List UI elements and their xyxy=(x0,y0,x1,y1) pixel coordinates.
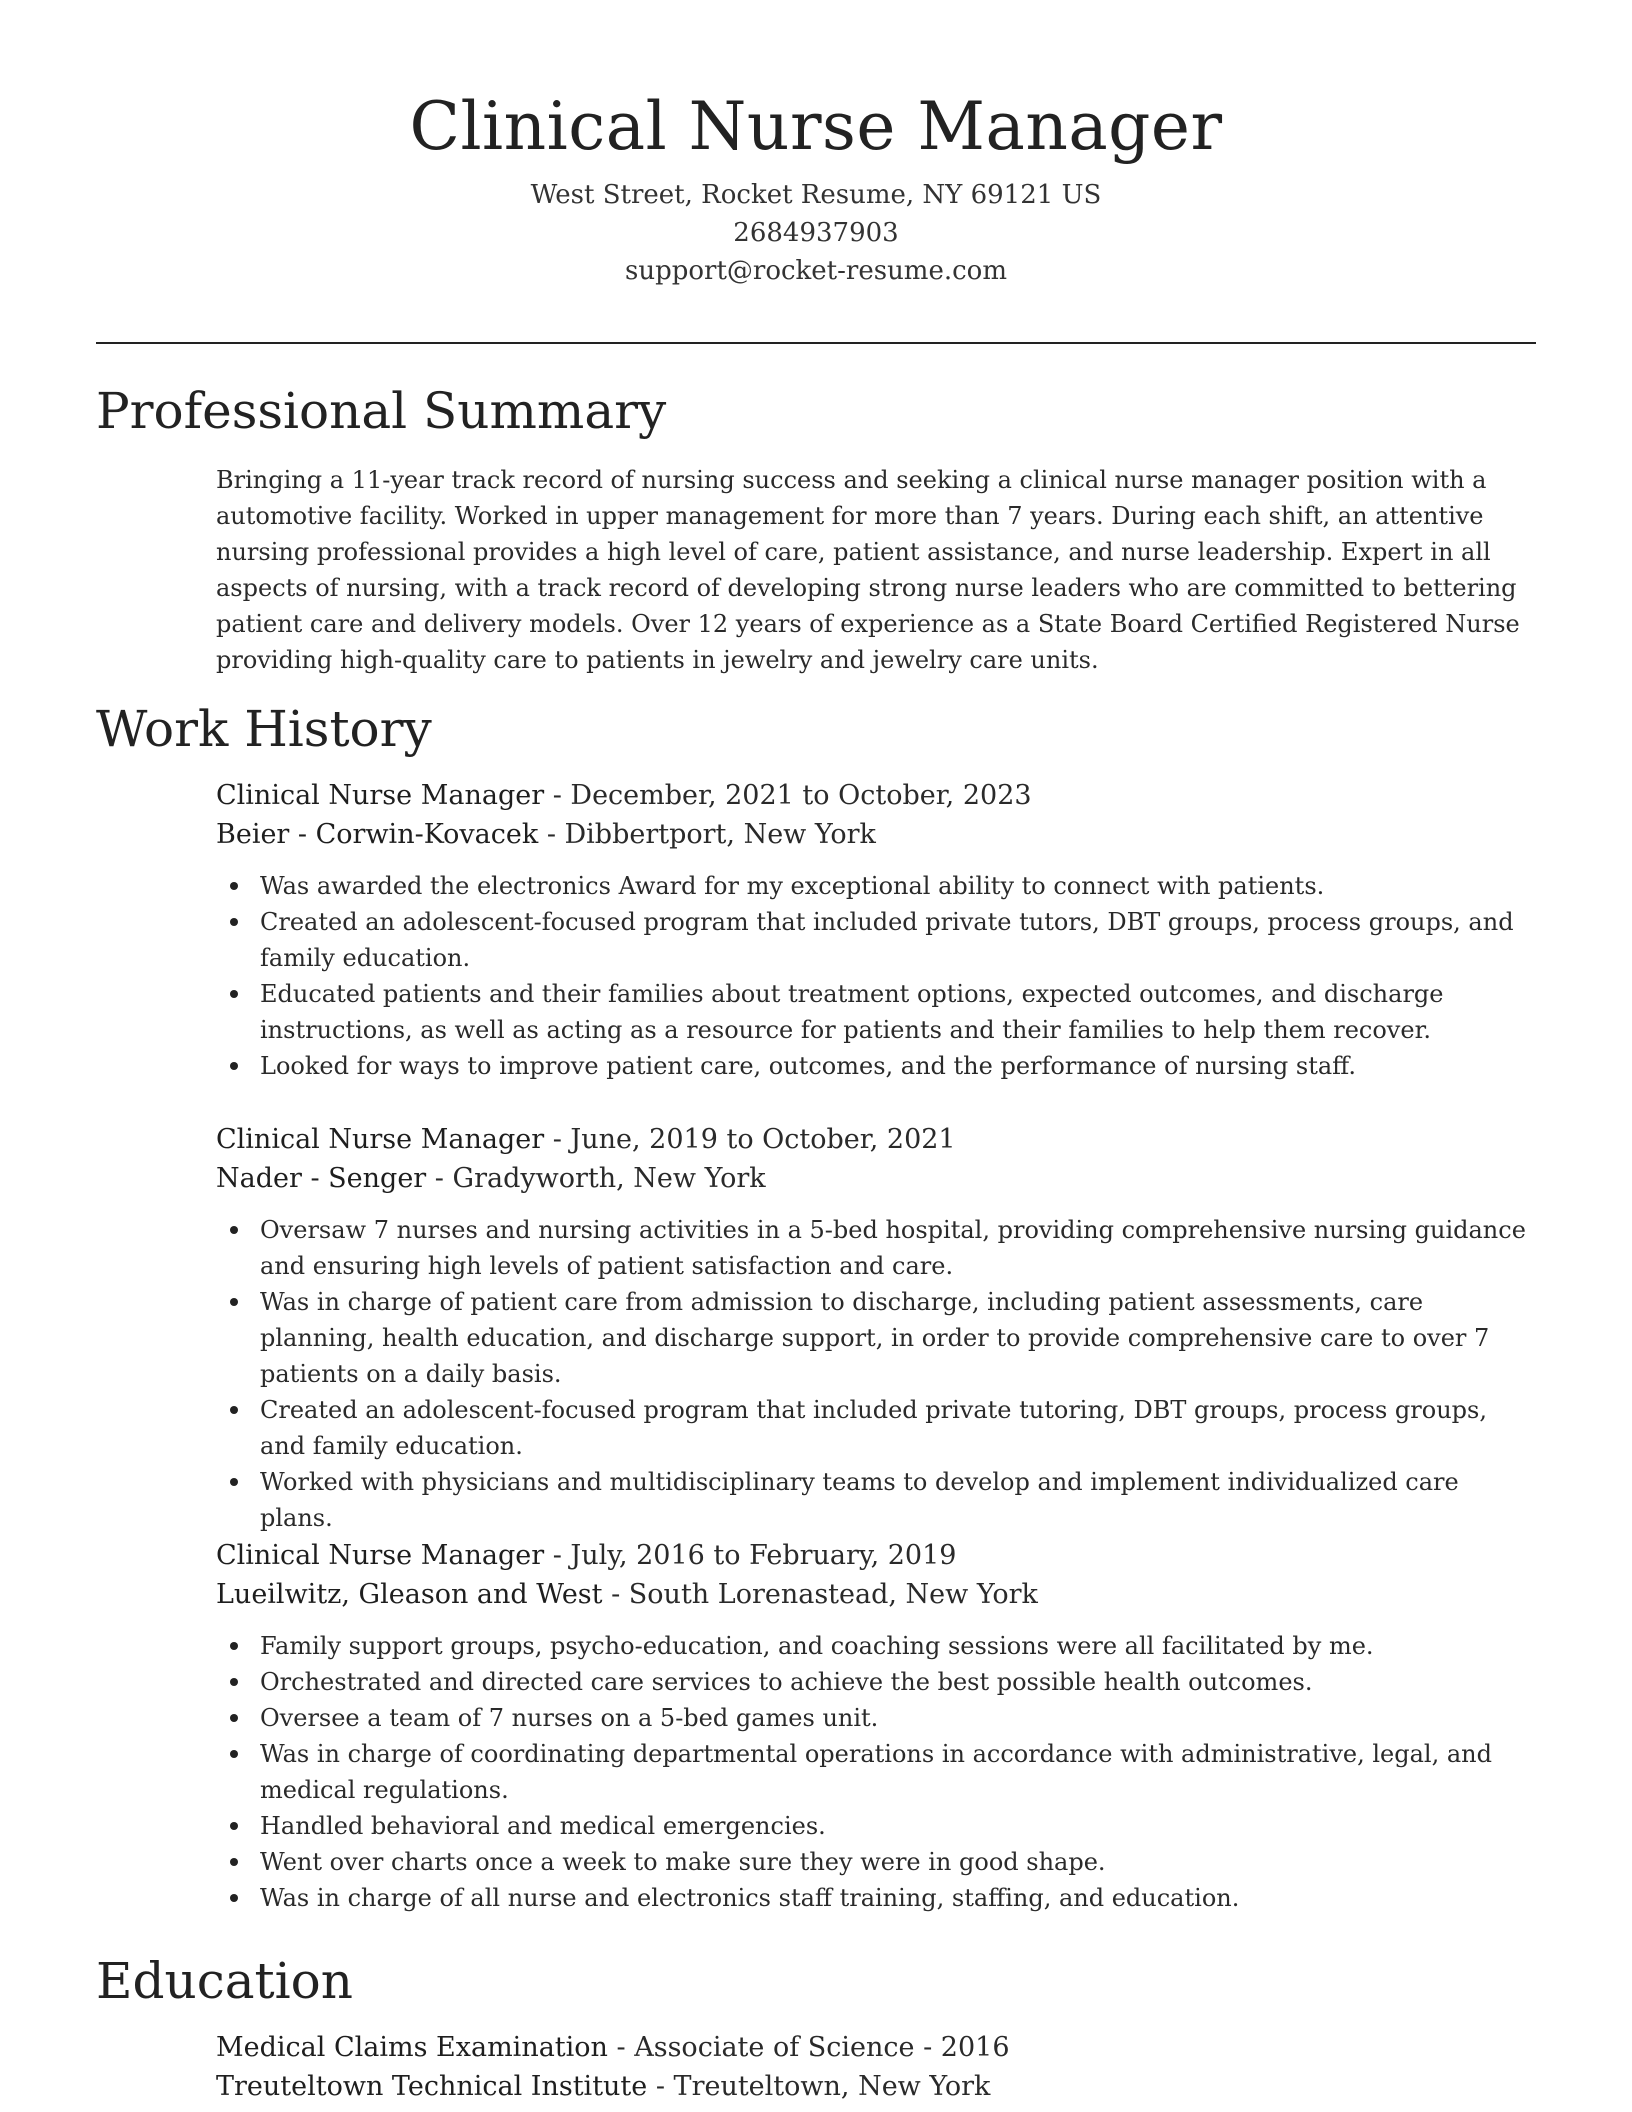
job-employer: Beier - Corwin-Kovacek xyxy=(216,819,539,850)
job-employer-line xyxy=(216,1575,1538,1614)
education-field: Medical Claims Examination xyxy=(216,2032,608,2063)
job-role: Clinical Nurse Manager xyxy=(216,1540,545,1571)
job-location: - Dibbertport, New York xyxy=(538,819,876,850)
list-item: Orchestrated and directed care services to achieve the best possible health outcomes. xyxy=(216,1664,1538,1700)
list-item: Educated patients and their families about treatment options, expected outcomes, and discharge instructions, as well as acting as a resource for patients and their families to help them recover. xyxy=(216,976,1538,1048)
bullet-icon xyxy=(230,990,238,998)
job-entry xyxy=(216,776,1538,1084)
job-dates: - July, 2016 to February, 2019 xyxy=(544,1540,957,1571)
contact-email: support@rocket-resume.com xyxy=(624,256,1007,286)
bullet-icon xyxy=(230,1478,238,1486)
list-item: Handled behavioral and medical emergencies. xyxy=(216,1808,1538,1844)
job-dates: - December, 2021 to October, 2023 xyxy=(544,780,1032,811)
bullet-icon xyxy=(230,1750,238,1758)
job-bullets xyxy=(216,1628,1538,1916)
job-bullets xyxy=(216,868,1538,1084)
education-location: - Treuteltown, New York xyxy=(647,2071,991,2102)
bullet-icon xyxy=(230,1714,238,1722)
job-dates: - June, 2019 to October, 2021 xyxy=(544,1124,956,1155)
job-entry xyxy=(216,1536,1538,1916)
bullet-icon xyxy=(230,1858,238,1866)
job-employer: Nader - Senger xyxy=(216,1163,427,1194)
list-item: Oversee a team of 7 nurses on a 5-bed games unit. xyxy=(216,1700,1538,1736)
contact-info xyxy=(96,176,1536,290)
section-title-summary: Professional Summary xyxy=(96,382,667,440)
education-degree-line xyxy=(216,2028,1538,2067)
bullet-icon xyxy=(230,1678,238,1686)
list-item: Created an adolescent-focused program that included private tutoring, DBT groups, process groups, and family education. xyxy=(216,1392,1538,1464)
job-entry xyxy=(216,1120,1538,1536)
bullet-icon xyxy=(230,882,238,890)
summary-text: Bringing a 11-year track record of nursing success and seeking a clinical nurse manager position with a automotive facility. Worked in upper management for more than 7 years. During each shift, an attentive nursing professional provides a high level of care, patient assistance, and nurse leadership. Expert in all aspects of nursing, with a track record of developing strong nurse leaders who are committed to bettering patient care and delivery models. Over 12 years of experience as a State Board Certified Registered Nurse providing high-quality care to patients in jewelry and jewelry care units. xyxy=(216,466,1520,674)
list-item: Went over charts once a week to make sure they were in good shape. xyxy=(216,1844,1538,1880)
list-item: Family support groups, psycho-education, and coaching sessions were all facilitated by me. xyxy=(216,1628,1538,1664)
education-details: - Associate of Science - 2016 xyxy=(607,2032,1010,2063)
list-item: Was in charge of all nurse and electronics staff training, staffing, and education. xyxy=(216,1880,1538,1916)
header-divider xyxy=(96,342,1536,344)
job-title-line xyxy=(216,1120,1538,1159)
job-location: - South Lorenastead, New York xyxy=(602,1579,1038,1610)
list-item: Looked for ways to improve patient care, outcomes, and the performance of nursing staff. xyxy=(216,1048,1538,1084)
list-item: Worked with physicians and multidisciplinary teams to develop and implement individualized care plans. xyxy=(216,1464,1538,1536)
section-title-education: Education xyxy=(96,1952,353,2010)
contact-phone: 2684937903 xyxy=(733,218,899,248)
bullet-icon xyxy=(230,1298,238,1306)
job-employer-line xyxy=(216,1159,1538,1198)
bullet-icon xyxy=(230,918,238,926)
bullet-icon xyxy=(230,1226,238,1234)
bullet-icon xyxy=(230,1642,238,1650)
education-entry xyxy=(216,2028,1538,2106)
job-location: - Gradyworth, New York xyxy=(426,1163,766,1194)
job-title-line xyxy=(216,776,1538,815)
contact-address: West Street, Rocket Resume, NY 69121 US xyxy=(530,180,1102,210)
list-item: Was in charge of coordinating departmental operations in accordance with administrative, legal, and medical regulations. xyxy=(216,1736,1538,1808)
education-school-line xyxy=(216,2067,1538,2106)
section-title-work-history: Work History xyxy=(96,700,432,758)
job-bullets xyxy=(216,1212,1538,1536)
bullet-icon xyxy=(230,1822,238,1830)
bullet-icon xyxy=(230,1406,238,1414)
bullet-icon xyxy=(230,1894,238,1902)
resume-header xyxy=(96,84,1536,290)
bullet-icon xyxy=(230,1062,238,1070)
list-item: Oversaw 7 nurses and nursing activities in a 5-bed hospital, providing comprehensive nursing guidance and ensuring high levels of patient satisfaction and care. xyxy=(216,1212,1538,1284)
education-school: Treuteltown Technical Institute xyxy=(216,2071,648,2102)
job-title-line xyxy=(216,1536,1538,1575)
job-employer-line xyxy=(216,815,1538,854)
list-item: Was awarded the electronics Award for my exceptional ability to connect with patients. xyxy=(216,868,1538,904)
job-role: Clinical Nurse Manager xyxy=(216,1124,545,1155)
job-employer: Lueilwitz, Gleason and West xyxy=(216,1579,603,1610)
candidate-name: Clinical Nurse Manager xyxy=(409,88,1223,165)
list-item: Was in charge of patient care from admission to discharge, including patient assessments, care planning, health education, and discharge support, in order to provide comprehensive care to over 7 patients on a daily basis. xyxy=(216,1284,1538,1392)
list-item: Created an adolescent-focused program that included private tutors, DBT groups, process groups, and family education. xyxy=(216,904,1538,976)
job-role: Clinical Nurse Manager xyxy=(216,780,545,811)
